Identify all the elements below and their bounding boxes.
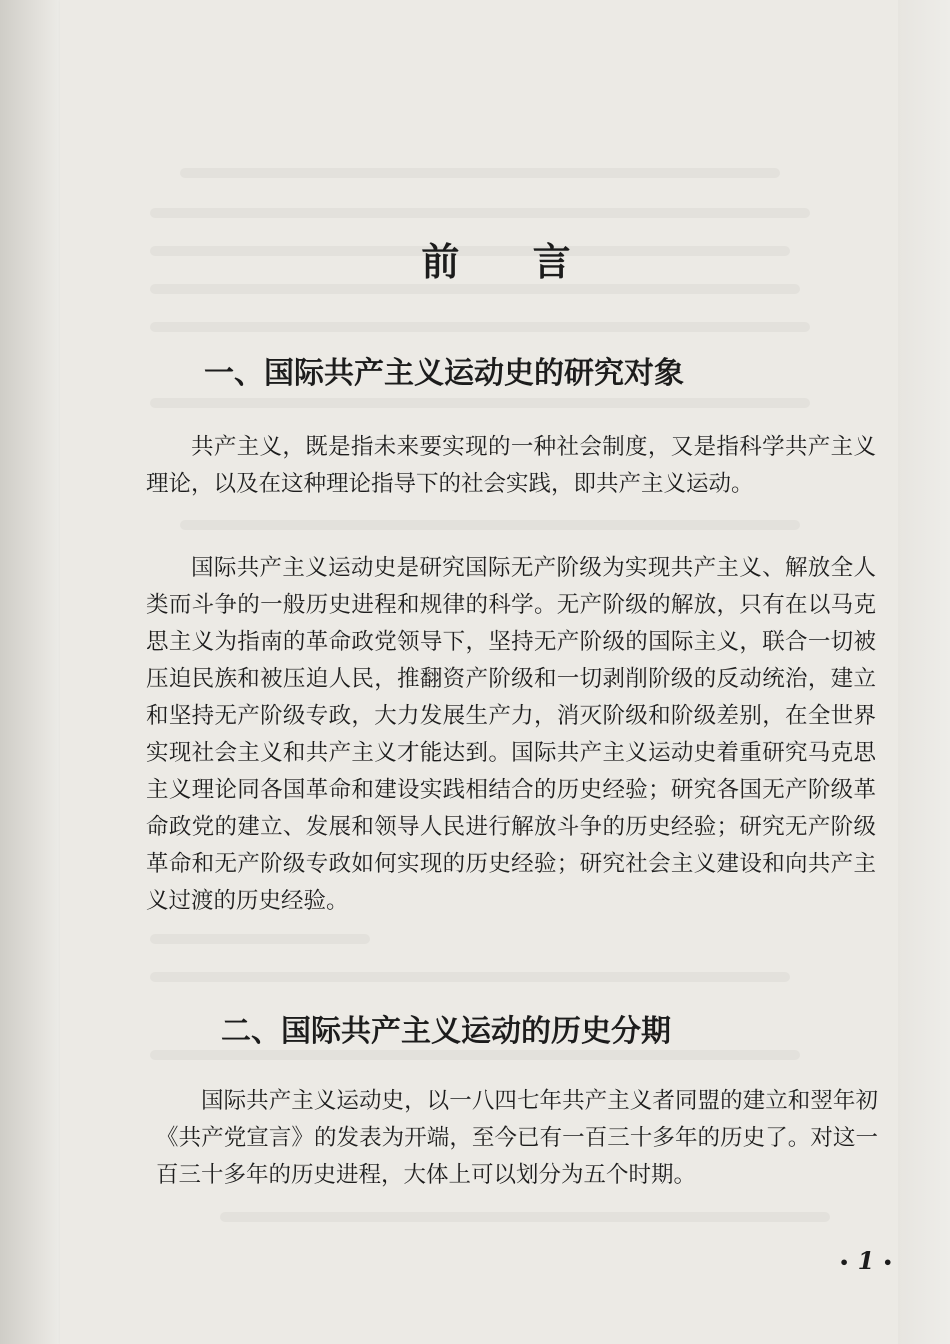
page-number-dot-left: • [839, 1253, 850, 1272]
page-number-dot-right: • [882, 1253, 893, 1272]
page-title: 前 言 [421, 239, 601, 284]
paragraph: 共产主义，既是指未来要实现的一种社会制度，又是指科学共产主义理论，以及在这种理论指导下的社会实践，即共产主义运动。 [146, 434, 876, 497]
page-number-value: 1 [857, 1246, 875, 1275]
page-number [839, 1246, 893, 1275]
section-heading-periodization: 二、国际共产主义运动的历史分期 [221, 1014, 671, 1049]
paragraph: 国际共产主义运动史，以一八四七年共产主义者同盟的建立和翌年初《共产党宣言》的发表为开端，至今已有一百三十多年的历史了。对这一百三十多年的历史进程，大体上可以划分为五个时期。 [156, 1088, 878, 1188]
paragraph: 国际共产主义运动史是研究国际无产阶级为实现共产主义、解放全人类而斗争的一般历史进程和规律的科学。无产阶级的解放，只有在以马克思主义为指南的革命政党领导下，坚持无产阶级的国际主义，联合一切被压迫民族和被压迫人民，推翻资产阶级和一切剥削阶级的反动统治，建立和坚持无产阶级专政，大力发展生产力，消灭阶级和阶级差别，在全世界实现社会主义和共产主义才能达到。国际共产主义运动史着重研究马克思主义理论同各国革命和建设实践相结合的历史经验；研究各国无产阶级革命政党的建立、发展和领导人民进行解放斗争的历史经验；研究无产阶级革命和无产阶级专政如何实现的历史经验；研究社会主义建设和向共产主义过渡的历史经验。 [146, 555, 876, 914]
book-page [60, 0, 898, 1344]
page-right-margin [898, 0, 950, 1344]
section-heading-research-object: 一、国际共产主义运动史的研究对象 [204, 356, 684, 391]
book-spine-shadow [0, 0, 60, 1344]
